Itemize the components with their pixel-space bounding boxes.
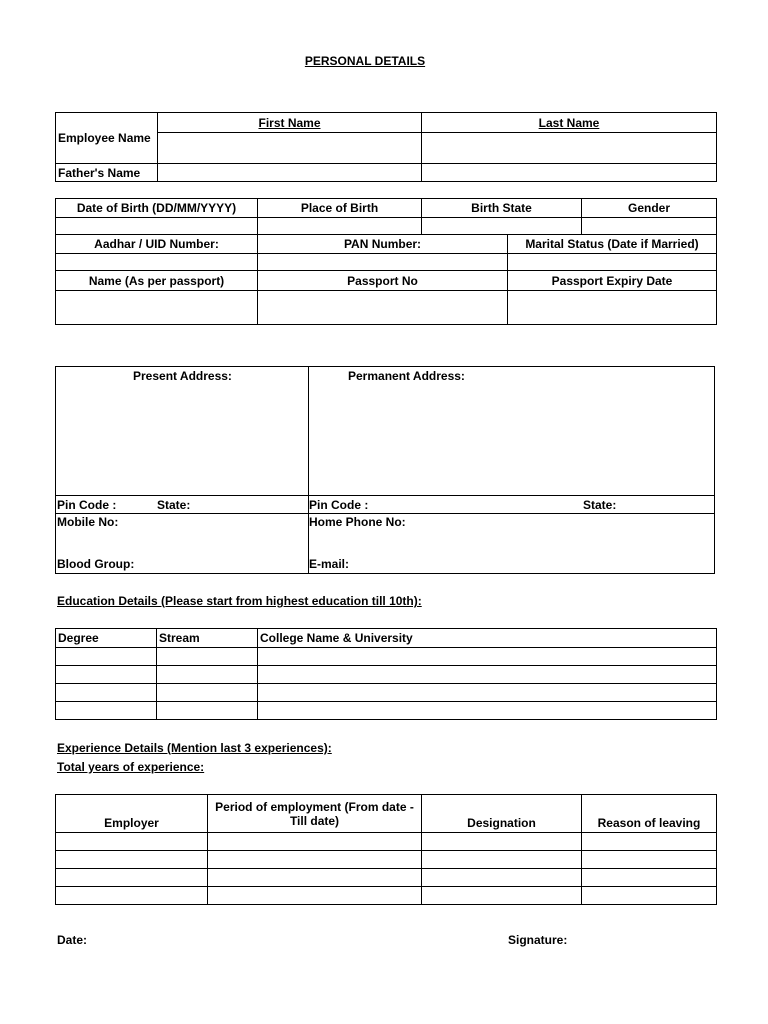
father-name-label: Father's Name (56, 164, 158, 182)
marital-status-field[interactable] (508, 254, 717, 271)
designation-cell[interactable] (422, 851, 582, 869)
pin-row-top-line (56, 495, 715, 496)
table-row (56, 684, 717, 702)
designation-cell[interactable] (422, 833, 582, 851)
stream-cell[interactable] (157, 666, 258, 684)
pan-header: PAN Number: (258, 235, 508, 254)
table-row (56, 648, 717, 666)
stream-header: Stream (157, 629, 258, 648)
mobile-label: Mobile No: (57, 515, 119, 529)
employer-cell[interactable] (56, 833, 208, 851)
period-cell[interactable] (208, 887, 422, 905)
name-table (55, 112, 717, 182)
education-heading: Education Details (Please start from highest education till 10th): (57, 594, 422, 608)
father-first-name-field[interactable] (158, 164, 422, 182)
employee-name-label: Employee Name (56, 113, 158, 164)
permanent-state-label: State: (583, 498, 617, 512)
permanent-address-label: Permanent Address: (348, 369, 465, 383)
aadhar-field[interactable] (56, 254, 258, 271)
passport-name-field[interactable] (56, 291, 258, 325)
period-header: Period of employment (From date - Till date) (208, 795, 422, 833)
period-cell[interactable] (208, 851, 422, 869)
table-row (56, 887, 717, 905)
present-address-field[interactable] (58, 385, 304, 491)
marital-status-header: Marital Status (Date if Married) (508, 235, 717, 254)
period-cell[interactable] (208, 833, 422, 851)
place-of-birth-header: Place of Birth (258, 199, 422, 218)
employee-first-name-field[interactable] (158, 133, 422, 164)
reason-cell[interactable] (582, 851, 717, 869)
table-row (56, 851, 717, 869)
first-name-header: First Name (158, 113, 422, 133)
address-divider (308, 367, 309, 574)
date-label: Date: (57, 933, 88, 947)
aadhar-header: Aadhar / UID Number: (56, 235, 258, 254)
present-state-label: State: (157, 498, 191, 512)
passport-name-header: Name (As per passport) (56, 271, 258, 291)
present-pin-code-label: Pin Code : (57, 498, 117, 512)
employee-last-name-field[interactable] (422, 133, 717, 164)
stream-cell[interactable] (157, 648, 258, 666)
college-cell[interactable] (258, 666, 717, 684)
designation-cell[interactable] (422, 887, 582, 905)
contact-row-top-line (56, 513, 715, 514)
signature-label: Signature: (508, 933, 568, 947)
designation-header: Designation (422, 795, 582, 833)
blood-group-label: Blood Group: (57, 557, 135, 571)
father-last-name-field[interactable] (422, 164, 717, 182)
email-label: E-mail: (309, 557, 350, 571)
table-row (56, 833, 717, 851)
reason-cell[interactable] (582, 887, 717, 905)
total-experience-label: Total years of experience: (57, 760, 205, 774)
college-cell[interactable] (258, 702, 717, 720)
reason-header: Reason of leaving (582, 795, 717, 833)
address-section (55, 366, 715, 574)
employer-cell[interactable] (56, 851, 208, 869)
dob-field[interactable] (56, 218, 258, 235)
table-row (56, 666, 717, 684)
gender-header: Gender (582, 199, 717, 218)
table-row (56, 702, 717, 720)
degree-cell[interactable] (56, 684, 157, 702)
last-name-header: Last Name (422, 113, 717, 133)
reason-cell[interactable] (582, 833, 717, 851)
period-cell[interactable] (208, 869, 422, 887)
experience-table (55, 794, 717, 905)
pan-field[interactable] (258, 254, 508, 271)
employer-cell[interactable] (56, 887, 208, 905)
stream-cell[interactable] (157, 702, 258, 720)
passport-expiry-header: Passport Expiry Date (508, 271, 717, 291)
degree-cell[interactable] (56, 702, 157, 720)
table-row (56, 869, 717, 887)
birth-state-header: Birth State (422, 199, 582, 218)
gender-field[interactable] (582, 218, 717, 235)
present-address-label: Present Address: (133, 369, 232, 383)
dob-header: Date of Birth (DD/MM/YYYY) (56, 199, 258, 218)
degree-cell[interactable] (56, 648, 157, 666)
employer-header: Employer (56, 795, 208, 833)
permanent-pin-code-label: Pin Code : (309, 498, 369, 512)
employer-cell[interactable] (56, 869, 208, 887)
degree-cell[interactable] (56, 666, 157, 684)
college-cell[interactable] (258, 684, 717, 702)
experience-heading: Experience Details (Mention last 3 experiences): (57, 741, 332, 755)
place-of-birth-field[interactable] (258, 218, 422, 235)
education-table (55, 628, 717, 720)
passport-no-field[interactable] (258, 291, 508, 325)
passport-no-header: Passport No (258, 271, 508, 291)
permanent-address-field[interactable] (312, 385, 712, 491)
birth-state-field[interactable] (422, 218, 582, 235)
reason-cell[interactable] (582, 869, 717, 887)
college-header: College Name & University (258, 629, 717, 648)
home-phone-label: Home Phone No: (309, 515, 406, 529)
designation-cell[interactable] (422, 869, 582, 887)
college-cell[interactable] (258, 648, 717, 666)
page-title: PERSONAL DETAILS (304, 54, 426, 68)
degree-header: Degree (56, 629, 157, 648)
passport-expiry-field[interactable] (508, 291, 717, 325)
stream-cell[interactable] (157, 684, 258, 702)
personal-info-table (55, 198, 717, 325)
